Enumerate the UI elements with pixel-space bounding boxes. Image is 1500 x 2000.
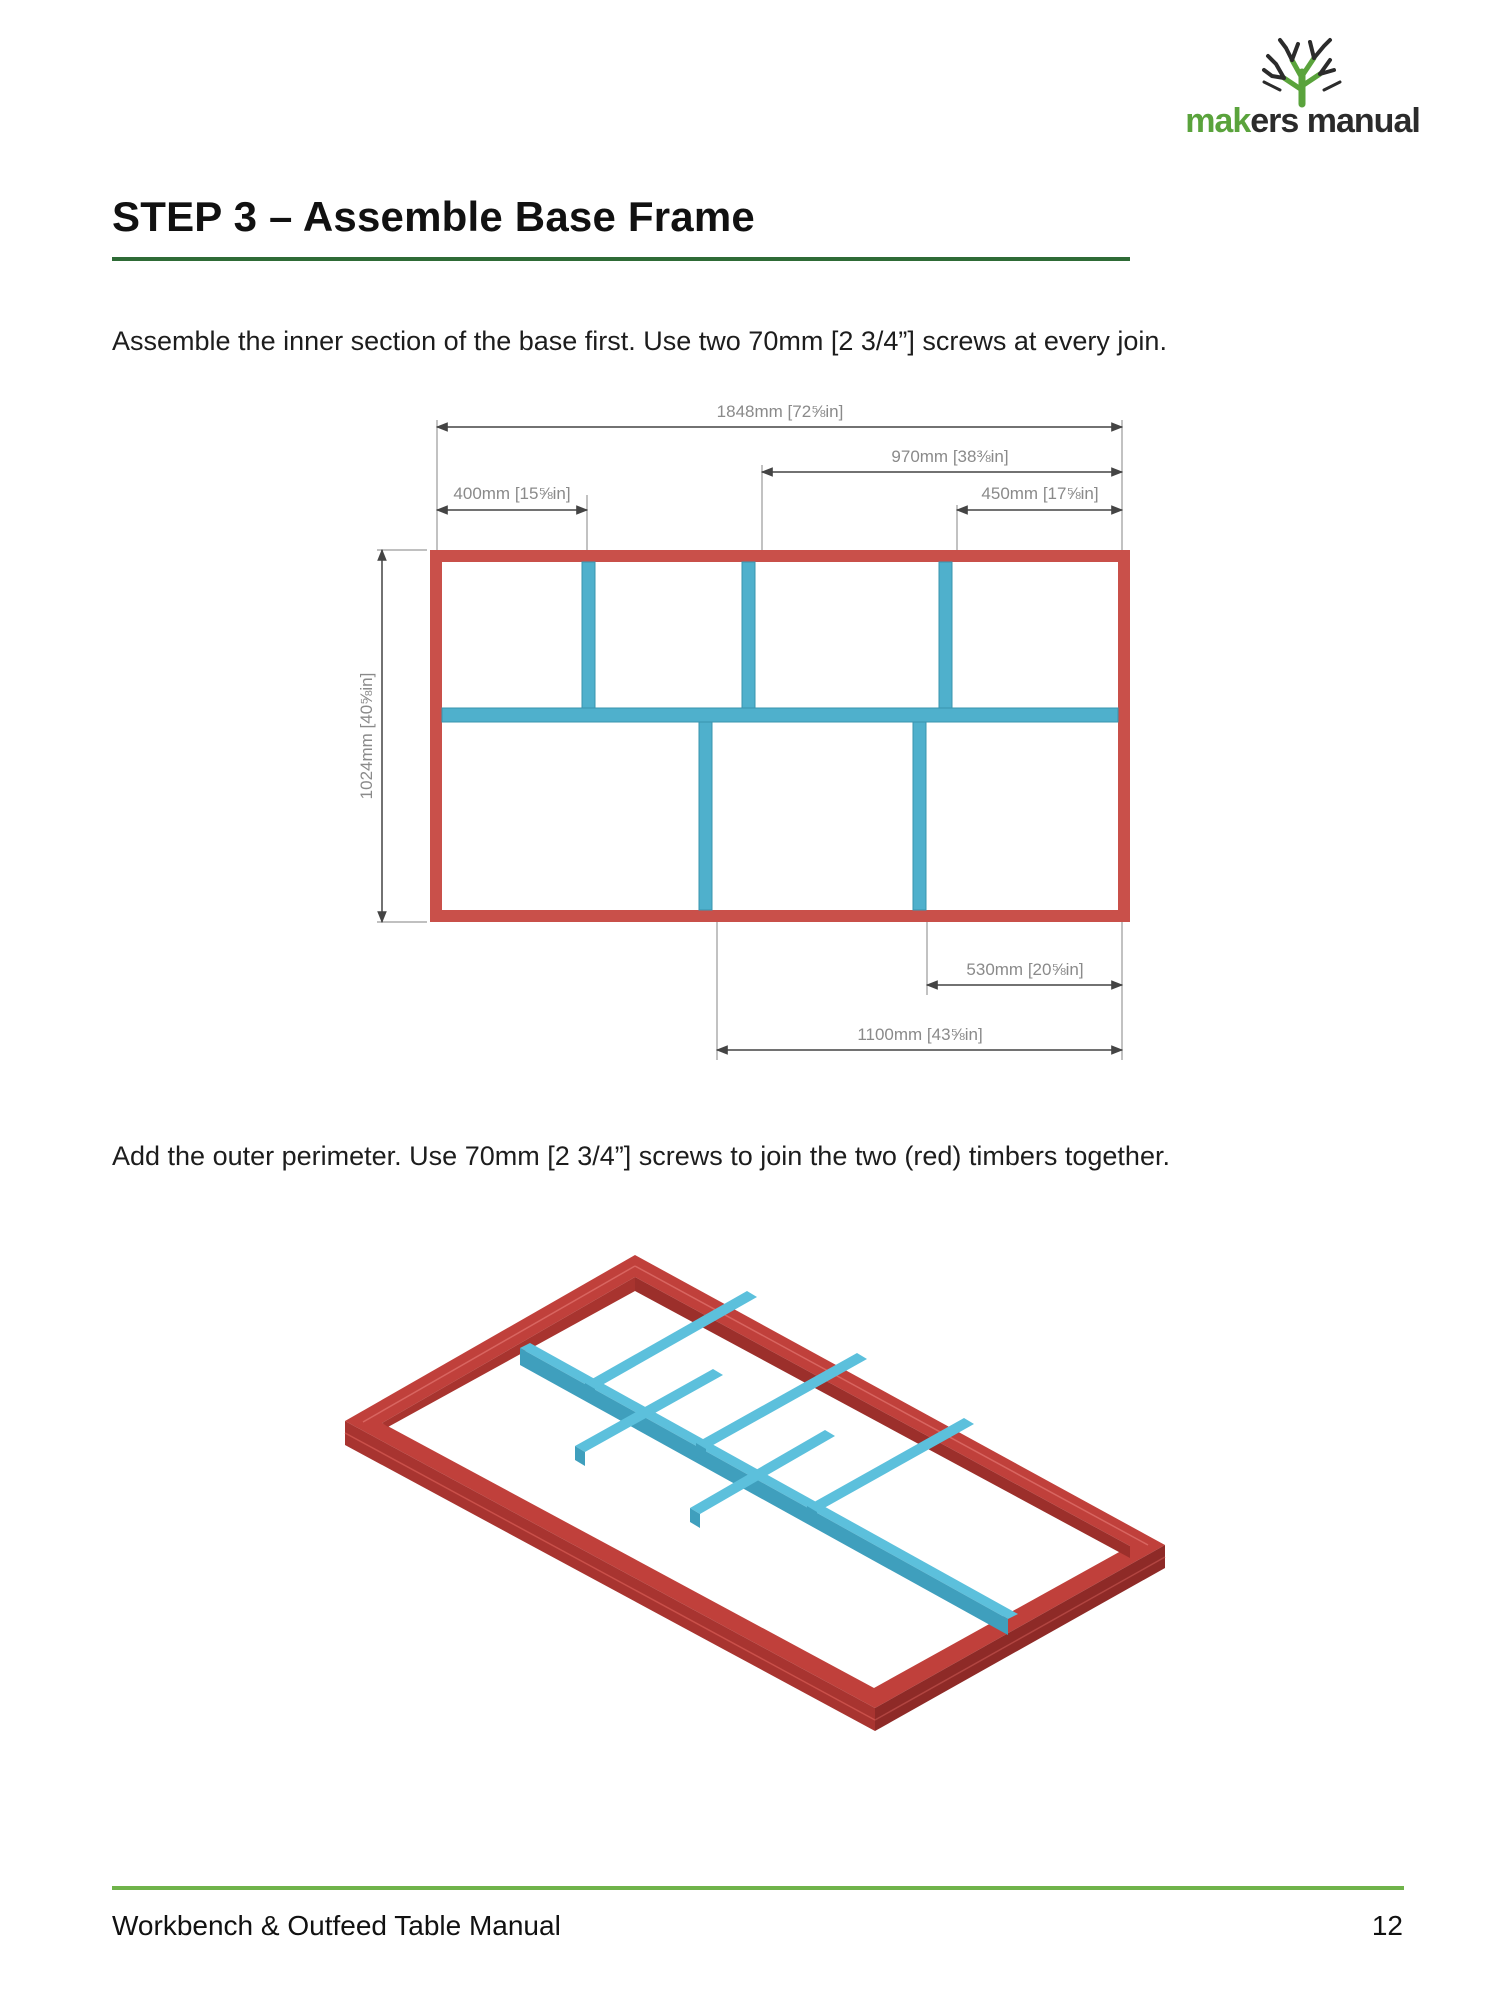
brand-wordmark-green: mak	[1185, 102, 1251, 140]
dim-overall-width: 1024mm [40⅝in]	[357, 672, 376, 800]
dim-first-bay: 400mm [15⅝in]	[453, 484, 571, 503]
plan-view-diagram	[357, 395, 1160, 1070]
dim-to-mid: 970mm [38⅜in]	[891, 447, 1009, 466]
isometric-frame-diagram	[330, 1255, 1180, 1775]
dim-overall-length: 1848mm [72⅝in]	[716, 402, 844, 421]
instruction-outer-perimeter: Add the outer perimeter. Use 70mm [2 3/4”] screws to join the two (red) timbers together.	[112, 1141, 1170, 1171]
brand-wordmark	[1180, 102, 1425, 141]
instruction-inner-section: Assemble the inner section of the base first. Use two 70mm [2 3/4”] screws at every join.	[112, 326, 1167, 356]
brand-wordmark-dark: ers manual	[1250, 102, 1420, 140]
dim-bottom-span: 1100mm [43⅝in]	[857, 1025, 983, 1044]
footer-manual-title: Workbench & Outfeed Table Manual	[112, 1910, 561, 1941]
footer-rule	[112, 1886, 1404, 1890]
dim-last-bay: 450mm [17⅝in]	[981, 484, 1099, 503]
step-title: STEP 3 – Assemble Base Frame	[112, 193, 755, 240]
dim-bottom-bay: 530mm [20⅝in]	[966, 960, 1084, 979]
title-underline	[112, 257, 1130, 261]
brand-logo	[1180, 30, 1425, 145]
page-number: 12	[1371, 1910, 1403, 1941]
